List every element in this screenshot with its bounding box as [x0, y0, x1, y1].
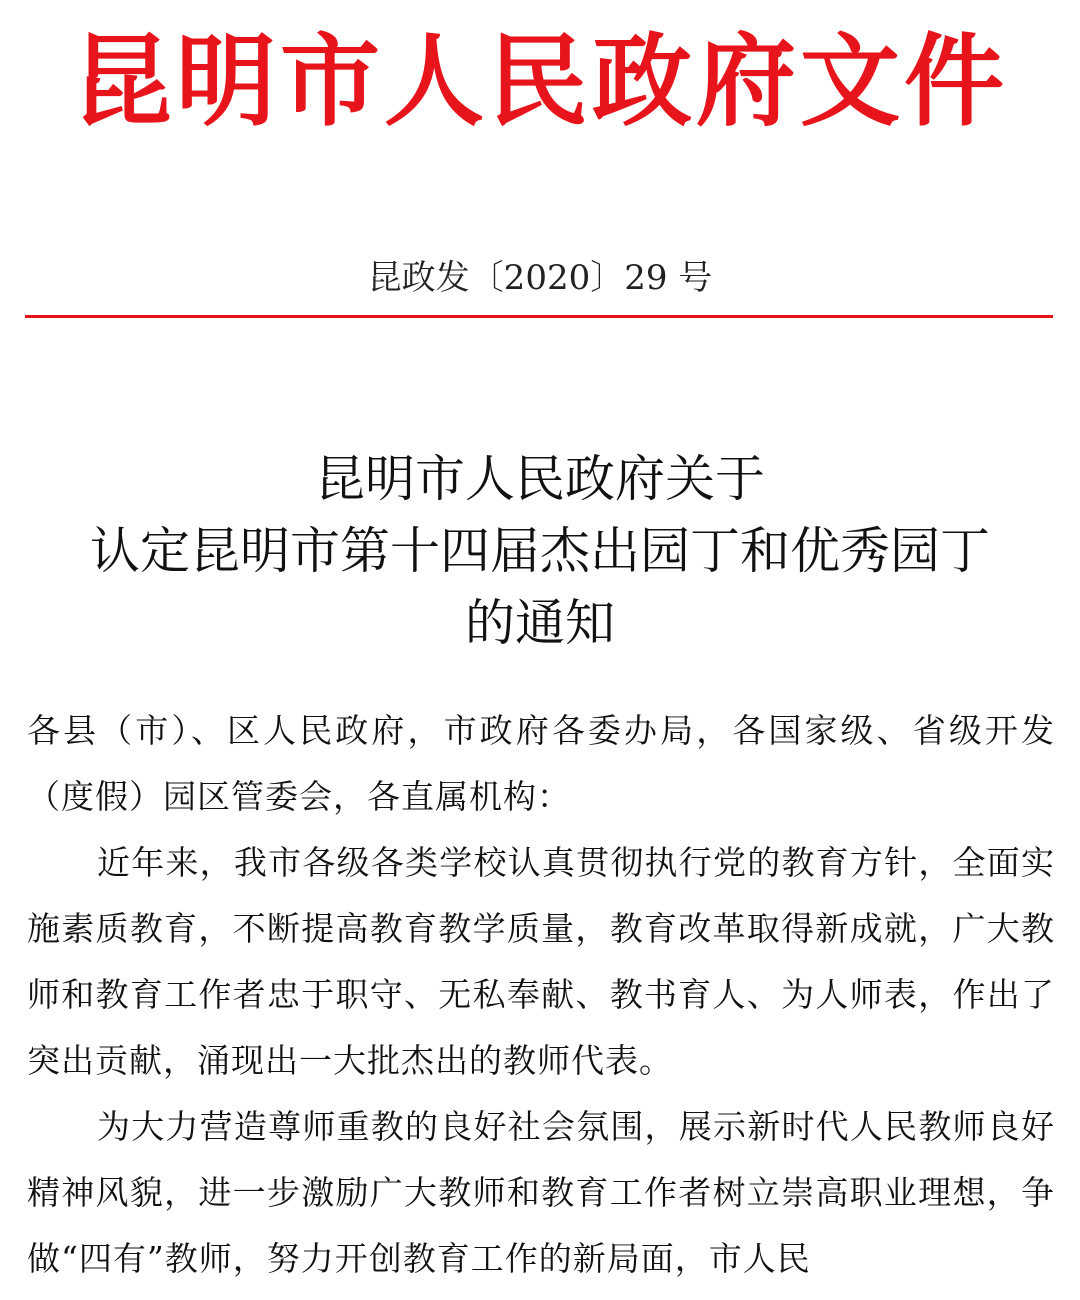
salutation: 各县（市）、区人民政府，市政府各委办局，各国家级、省级开发（度假）园区管委会，各直属机构：: [27, 711, 1055, 816]
title-line-2: 认定昆明市第十四届杰出园丁和优秀园丁: [90, 522, 990, 580]
document-title: [0, 443, 1080, 659]
document-number: 昆政发〔2020〕29 号: [367, 258, 713, 298]
body-paragraph-2: 为大力营造尊师重教的良好社会氛围，展示新时代人民教师良好精神风貌，进一步激励广大教师和教育工作者树立崇高职业理想，争做“四有”教师，努力开创教育工作的新局面，市人民: [27, 1107, 1055, 1278]
body-paragraph-1: 近年来，我市各级各类学校认真贯彻执行党的教育方针，全面实施素质教育，不断提高教育教学质量，教育改革取得新成就，广大教师和教育工作者忠于职守、无私奉献、教书育人、为人师表，作出了突出贡献，涌现出一大批杰出的教师代表。: [27, 843, 1055, 1080]
document-body: [27, 698, 1055, 1292]
title-line-1: 昆明市人民政府关于: [315, 450, 765, 508]
red-divider-line: [25, 315, 1053, 318]
title-line-3: 的通知: [465, 594, 615, 652]
document-red-header: 昆明市人民政府文件: [72, 23, 1008, 140]
